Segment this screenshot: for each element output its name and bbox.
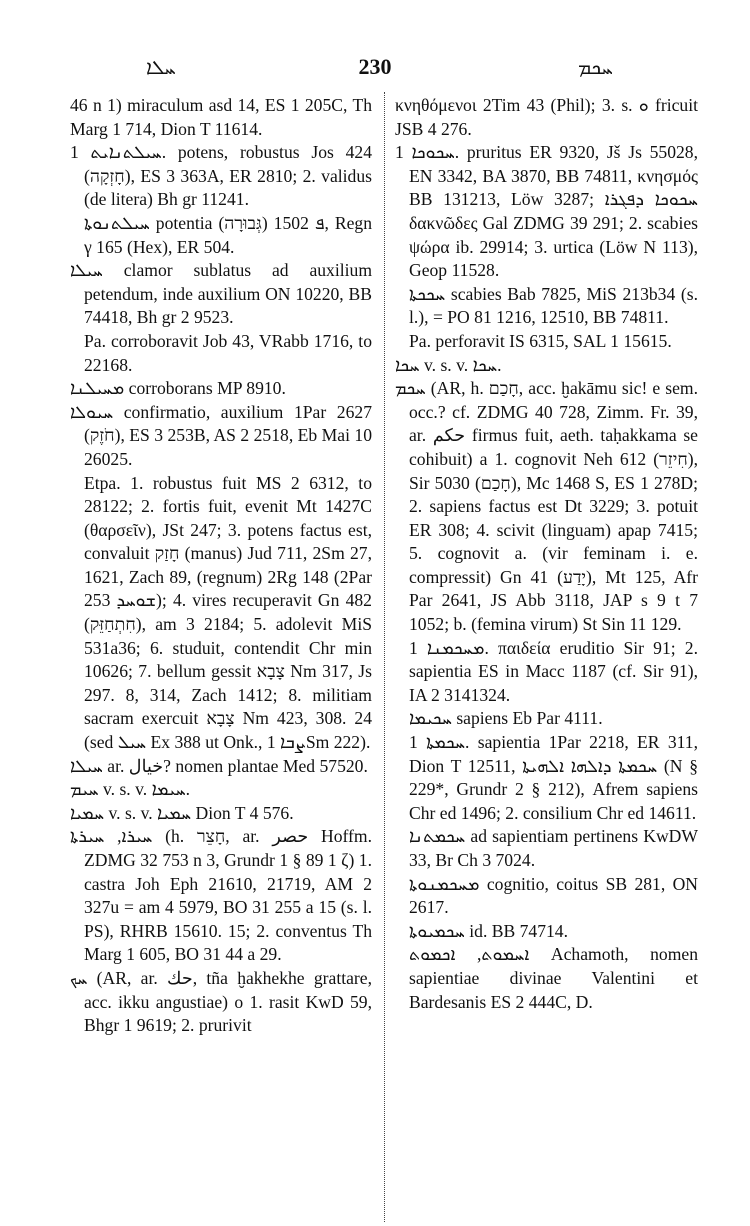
dictionary-entry: ܚܝܠܐ clamor sublatus ad auxilium petendum, inde auxilium ON 10220, BB 74418, Bh gr 2 9523. xyxy=(70,260,372,328)
dictionary-entry: ܚܟܡ (AR, h. חָכַם, acc. ḫakāmu sic! e sem. occ.? cf. ZDMG 40 728, Zimm. Fr. 39, ar. حكم firmus fuit, aeth. taḥakkama se cohibuit) a 1. cognovit Neh 612 (חִיזֵר), Sir 5030 (חָכַם), Mc 1468 S, ES 1 278D; 2. sapiens factus est Dt 3229; 3. potuit ER 308; 4. scivit (linguam) apap 7415; 5. cognovit a. (vir feminam i. e. compressit) Gn 41 (יָדַע), Mt 125, Afr Par 2641, JS Abb 3118, JAP s 9 t 7 1052; b. (femina virum) St Sin 11 129. xyxy=(395,378,698,635)
dictionary-entry: ܚܝܘܠܐ confirmatio, auxilium 1Par 2627 (חֹזֶק), ES 3 253B, AS 2 2518, Eb Mai 10 26025. xyxy=(70,401,372,469)
dictionary-entry: ܚܟܘܟܐ 1. pruritus ER 9320, Jš Js 55028, EN 3342, BA 3870, BB 74811, κνησμός BB 131213, Löw 3287; ܚܟܘܟܐ ܕܦܓܪܐ δακνῶδες Gal ZDMG 39 291; 2. scabies ψώρα ib. 29914; 3. urtica (Löw N 113), Geop 11528. xyxy=(395,142,699,281)
dictionary-entry: ܡܚܟܡܢܐ 1. παιδεία eruditio Sir 91; 2. sapientia ES in Macc 1187 (cf. Sir 91), IA 2 3141324. xyxy=(409,637,698,705)
dictionary-entry: ܚܟܡܝܘܬܐ id. BB 74714. xyxy=(409,920,569,941)
dictionary-entry: κνηθόμενοι 2Tim 43 (Phil); 3. s. ܘ fricuit JSB 4 276. xyxy=(395,95,698,139)
left-column xyxy=(70,94,372,1038)
dictionary-entry: ܚܝܪܐ, ܚܝܪܬܐ (h. חָצֵר, ar. حصر Hoffm. ZDMG 32 753 n 3, Grundr 1 § 89 1 ζ) 1. castra Joh Eph 21610, 21719, AM 2 327u = am 4 5979, BO 31 255 a 15 (s. l. PS), RHRB 15610. 15; 2. conventus Th Marg 1 605, BO 31 44 a 29. xyxy=(70,826,372,965)
right-headword: ܚܟܡ xyxy=(578,55,613,79)
dictionary-entry: ܡܚܟܡܢܘܬܐ cognitio, coitus SB 281, ON 2617. xyxy=(409,873,698,918)
dictionary-entry: ܚܝܠܬܢܐܝܬ 1. potens, robustus Jos 424 (חָזְקָה), ES 3 363A, ER 2810; 2. validus (de litera) Bh gr 11241. xyxy=(70,142,372,210)
dictionary-entry: ܚܡܝܐ v. s. v. ܚܡܝܐ Dion T 4 576. xyxy=(70,802,294,823)
page-header xyxy=(0,54,750,84)
dictionary-entry: ܡܚܝܠܢܐ corroborans MP 8910. xyxy=(70,378,286,399)
dictionary-entry: ܐܚܡܘܬ, ܐܟܡܘܬ Achamoth, nomen sapientiae divinae Valentini et Bardesanis ES 2 444C, D. xyxy=(409,944,698,1012)
dictionary-entry: ܚܝܡ v. s. v. ܚܝܡܐ. xyxy=(70,779,191,800)
dictionary-entry: Pa. corroboravit Job 43, VRabb 1716, to 22168. xyxy=(84,330,372,375)
dictionary-entry: ܚܟܝܡܐ sapiens Eb Par 4111. xyxy=(409,708,603,729)
dictionary-entry: ܚܟܟܬܐ scabies Bab 7825, MiS 213b34 (s. l.), = PO 81 1216, 12510, BB 74811. xyxy=(409,283,698,328)
column-divider xyxy=(384,92,385,1222)
dictionary-entry: ܚܟܡܬܢܐ ad sapientiam pertinens KwDW 33, Br Ch 3 7024. xyxy=(409,826,698,870)
dictionary-entry: Etpa. 1. robustus fuit MS 2 6312, to 28122; 2. fortis fuit, evenit Mt 1427C (θαρσεῖν), JSt 247; 3. potens factus est, convaluit חָזַק (manus) Jud 711, 2Sm 27, 1621, Zach 89, (regnum) 2Rg 148 (2Par 253 ܫܘܚܕ); 4. vires recuperavit Gn 482 (חִתְחַזֵּק), am 3 2184; 5. adolevit MiS 531a36; 6. studuit, contendit Chr min 10626; 7. bellum gessit צָבָא Nm 317, Js 297. 8, 314, Zach 1412; 8. militiam sacram exercuit צָבָא Nm 423, 308. 24 (sed ܚܝܠ Ex 388 ut Onk., ܨܒܐ 1Sm 222). xyxy=(84,472,372,753)
right-column xyxy=(395,94,698,1014)
dictionary-entry: Pa. perforavit IS 6315, SAL 1 15615. xyxy=(409,330,672,351)
dictionary-entry: 46 n 1) miraculum asd 14, ES 1 205C, Th Marg 1 714, Dion T 11614. xyxy=(70,95,372,139)
dictionary-entry: ܚܟܐ v. s. v. ܚܟܐ. xyxy=(395,354,502,375)
dictionary-entry: ܚܝܠܬܢܘܬܐ potentia ܦ 1502 (גְּבוּרָה), Regn γ 165 (Hex), ER 504. xyxy=(84,212,372,257)
dictionary-entry: ܚܟܡܬܐ 1. sapientia 1Par 2218, ER 311, Dion T 12511, ܚܟܡܬܐ ܕܐܠܗܐ ܐܠܗܝܬܐ (N § 229*, Grundr 2 § 212), Afrem sapiens Chr ed 1496; 2. consilium Chr ed 14611. xyxy=(409,732,698,823)
dictionary-entry: ܚܝܠܐ ar. خيال? nomen plantae Med 57520. xyxy=(70,755,368,776)
dictionary-entry: ܚܟ (AR, ar. حك, tña ḫakhekhe grattare, acc. ikku angustiae) o 1. rasit KwD 59, Bhgr 1 9619; 2. prurivit xyxy=(70,967,372,1036)
left-headword: ܚܠܐ xyxy=(146,55,176,79)
page-number: 230 xyxy=(358,54,392,79)
